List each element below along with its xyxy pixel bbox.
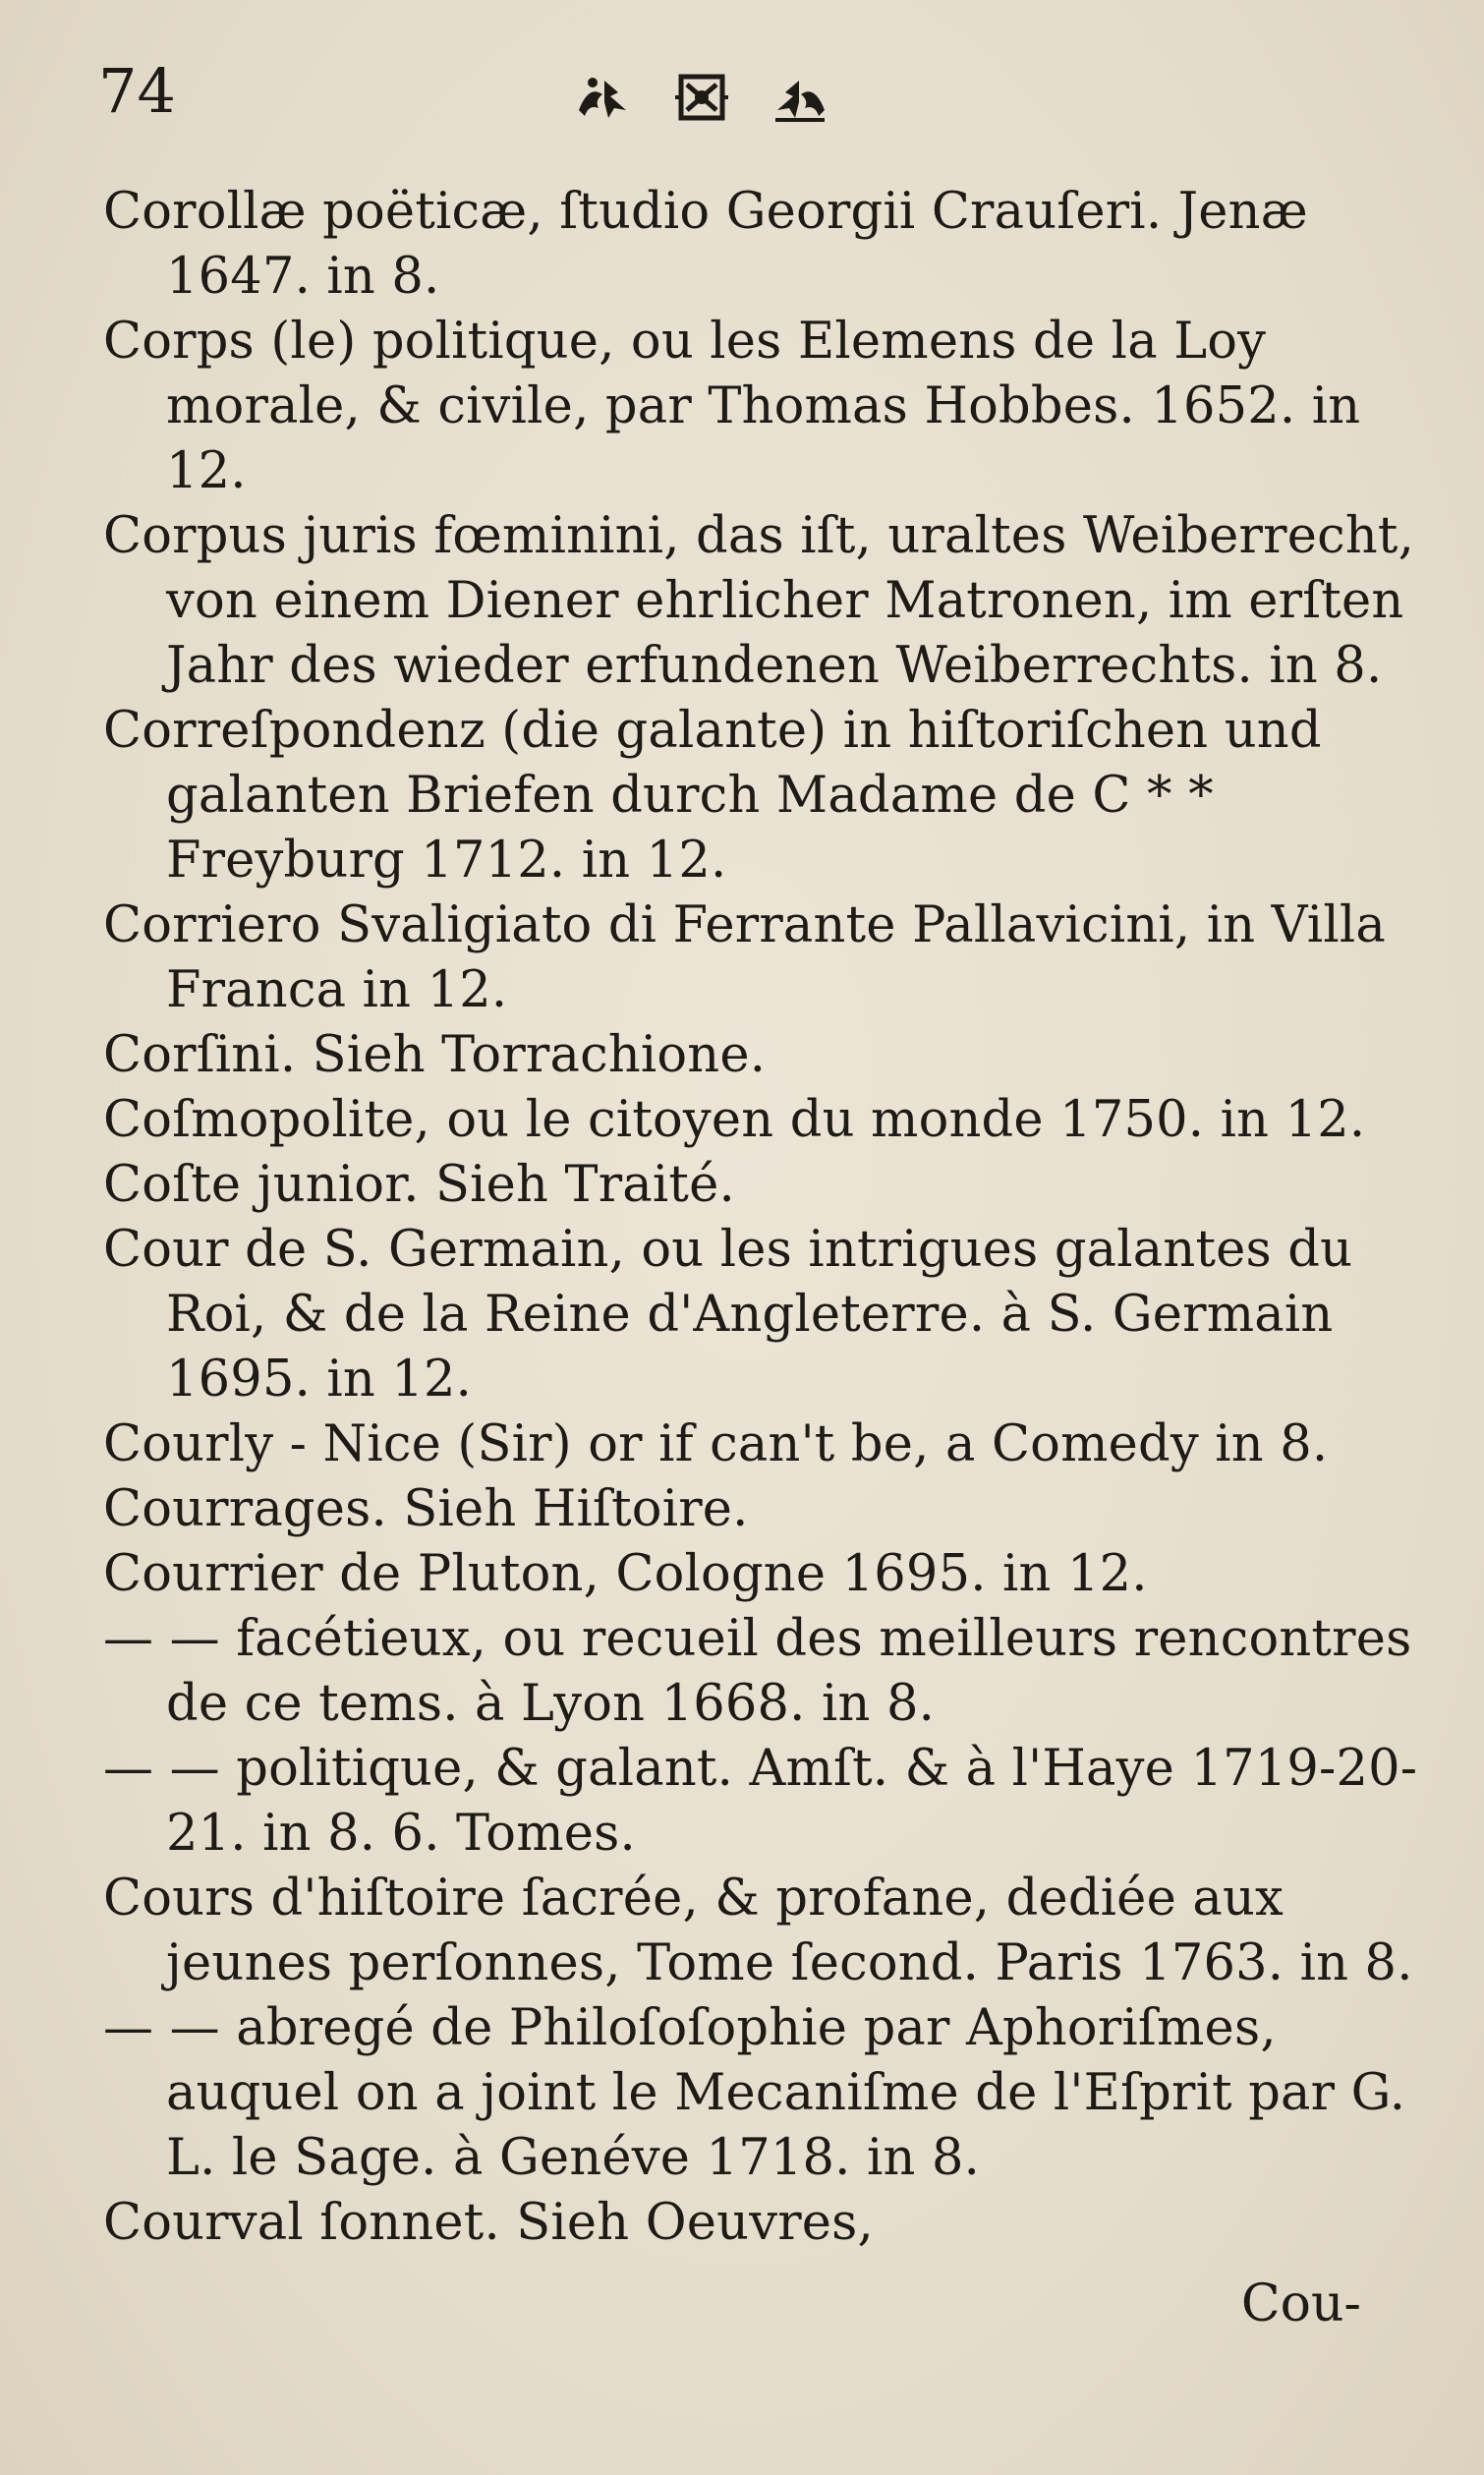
header-ornament <box>575 71 828 124</box>
entry-cours-d-histoire: Cours d'hiſtoire ſacrée, & profane, dediée aux jeunes perſonnes, Tome ſecond. Paris 1763. in 8. <box>103 1870 1413 1992</box>
entry-corpus-juris: Corpus juris fœminini, das iſt, uraltes Weiberrecht, von einem Diener ehrlicher Matronen, im erſten Jahr des wieder erfundenen Weiberrechts. in 8. <box>103 507 1431 695</box>
entry-cosmopolite: Coſmopolite, ou le citoyen du monde 1750. in 12. <box>103 1091 1366 1149</box>
entry-coste: Coſte junior. Sieh Traité. <box>103 1156 735 1214</box>
entry-correspondenz: Correſpondenz (die galante) in hiſtoriſchen und galanten Briefen durch Madame de C * * Freyburg 1712. in 12. <box>103 702 1339 890</box>
page-number: 74 <box>98 55 176 127</box>
entry-corollae: Corollæ poëticæ, ſtudio Georgii Crauſeri. Jenæ 1647. in 8. <box>103 183 1325 306</box>
index-entries <box>103 180 1431 2256</box>
entry-cour-de-s-germain: Cour de S. Germain, ou les intrigues galantes du Roi, & de la Reine d'Angleterre. à S. Germain 1695. in 12. <box>103 1221 1369 1409</box>
entry-courrier-de-pluton: Courrier de Pluton, Cologne 1695. in 12. <box>103 1545 1148 1603</box>
entry-courrier-facetieux: — — facétieux, ou recueil des meilleurs rencontres de ce tems. à Lyon 1668. in 8. <box>103 1610 1428 1733</box>
entry-courrages: Courrages. Sieh Hiſtoire. <box>103 1480 749 1538</box>
entry-corriero: Corriero Svaligiato di Ferrante Pallavicini, in Villa Franca in 12. <box>103 896 1402 1019</box>
fleuron-left-icon <box>575 71 632 124</box>
entry-courrier-politique: — — politique, & galant. Amſt. & à l'Haye 1719-20-21. in 8. 6. Tomes. <box>103 1740 1418 1863</box>
entry-courval: Courval ſonnet. Sieh Oeuvres, <box>103 2194 874 2252</box>
catchword: Cou- <box>1240 2274 1361 2333</box>
entry-cours-abrege: — — abregé de Philoſoſophie par Aphoriſmes, auquel on a joint le Mecaniſme de l'Eſprit par G. L. le Sage. à Genéve 1718. in 8. <box>103 1999 1422 2187</box>
entry-courly-nice: Courly - Nice (Sir) or if can't be, a Comedy in 8. <box>103 1415 1329 1473</box>
entry-corps: Corps (le) politique, ou les Elemens de la Loy morale, & civile, par Thomas Hobbes. 1652. in 12. <box>103 313 1377 500</box>
entry-corsini: Corſini. Sieh Torrachione. <box>103 1026 767 1084</box>
fleuron-right-icon <box>771 71 828 124</box>
fleuron-center-icon <box>673 71 730 124</box>
